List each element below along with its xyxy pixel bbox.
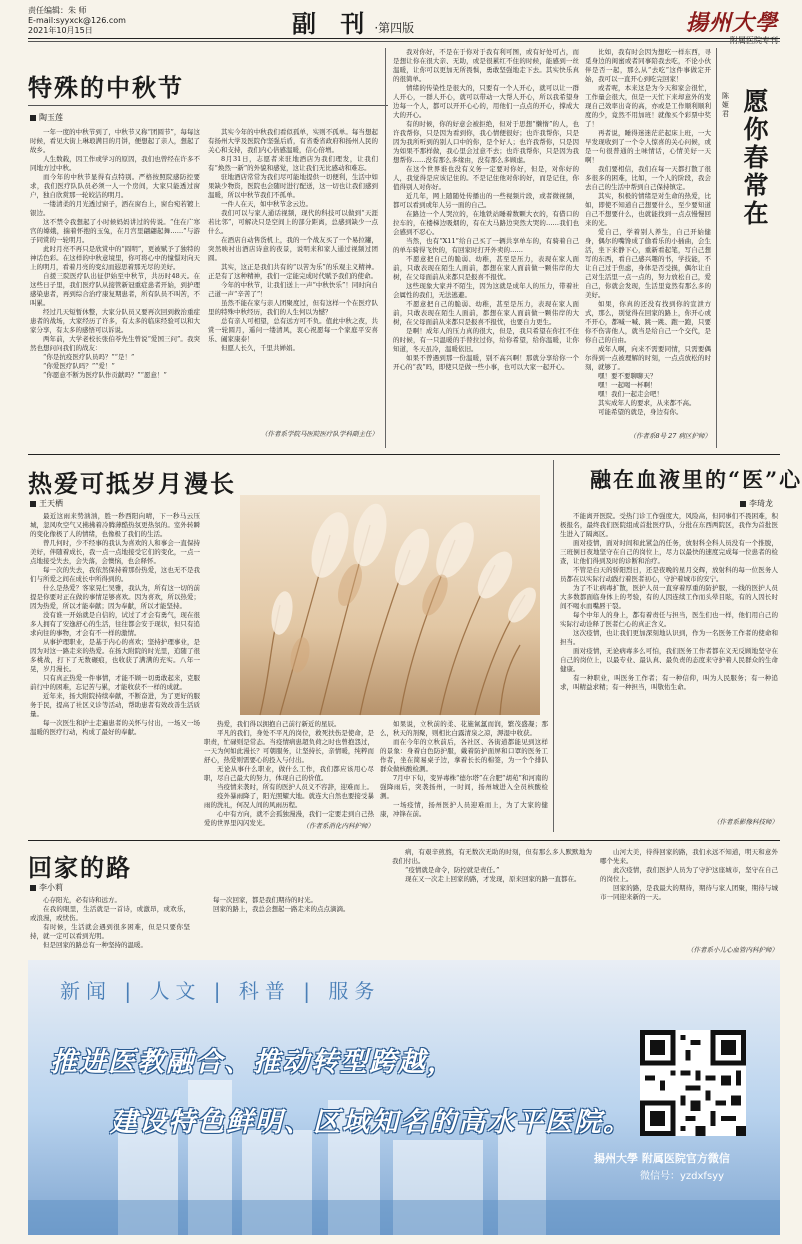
paragraph: 嘿！要不要聊聊天？ bbox=[598, 372, 657, 380]
article-4-column-1 bbox=[30, 512, 200, 830]
paragraph: 没有谁一开始就是自信的，试过了才会有勇气，现在很多人拥有了安逸舒心的生活，往往都会安于现状，但只有追求向往的事物，才会有不一样的激情。 bbox=[30, 611, 200, 637]
paragraph: 我对你好，不是在于你对于我有利可图，或有好处可占，而是想让你在很大亲、无助，或是很累红不住的时候，能感到一丝温暖，让你可以更加无所畏惧，勇敢坚强地走下去。其实快乐真的很简单。 bbox=[393, 48, 579, 83]
paragraph: 从事护理职业，是基于内心的喜欢；坚持护理事业，是因为对这一路走来的热爱。在扬大附院的时光里，追随了很多桃战，打下了无数碾痕，也收获了满满的充实。八年一晃，岁月漫长。 bbox=[30, 638, 200, 673]
paragraph: 无论从事什么职业，做什么工作，我们都应该用心尽职，尽自己最大的努力，体现自己的价值。 bbox=[204, 765, 374, 782]
paragraph: 不愿意把自己的脆弱、幼稚，甚至是压力，表现在家人面前，只敢表现在陌生人面前，都想在家人面前做一颗伟岸的大树，在父母面前从来都只是报喜不报忧，也要自力更生。 bbox=[393, 300, 579, 326]
paragraph: 两年前，大学老校长张伯苓先生曾说“爱国三问”。我突然也想问问我们的战友： bbox=[30, 335, 200, 352]
paragraph: 是啊！成年人的压力真的很大，但是，我只希望在你扛不住的时候，有一只温暖的手替拉过你，给你希望，给你温暖，让你知道，冬天虽冷，温暖依旧。 bbox=[393, 327, 579, 353]
article-4-title: 热爱可抵岁月漫长 bbox=[28, 469, 236, 498]
paragraph: “你爱医疗队吗？”“爱！” bbox=[43, 362, 115, 370]
paragraph: 心存阳光，必有诗和远方。 bbox=[43, 896, 121, 904]
paragraph: 人生数载，因工作或学习的原因，我们也曾经在许多不同地方过中秋。 bbox=[30, 155, 200, 172]
paragraph: 病，有艰辛煎熬，有无数次无助的时刻，但有那么多人默默地为我们付出。 bbox=[392, 848, 592, 865]
section-rule bbox=[28, 840, 780, 841]
editor-line: 责任编辑：朱 师 bbox=[28, 6, 87, 15]
paragraph: 这次疫情，也让我们更加深刻地认识到，作为一名医务工作者的使命和担当。 bbox=[560, 629, 778, 646]
paragraph: 面对疫情，面对时间和此紧急的任务，放射科全科人员没有一个推脱，三班倒日夜地坚守在自己的岗位上，尽力以最快的速度完成每一位患者的检查，让他们得到及时的诊断和治疗。 bbox=[560, 539, 778, 565]
paragraph: 总有亲人可相望，总有远方可不负。值此中秋之夜，共赏一轮圆月，遥问一缕清风，衷心祝愿每一个家庭平安喜乐、阖家康泰！ bbox=[208, 317, 378, 343]
divider bbox=[553, 460, 554, 832]
paragraph: 其实今年的中秋我们看似孤单，实则不孤单。每当想起有扬州大学及医院作坚强后盾，有省委省政府和扬州人民的关心和支持，我们内心倍感温暖，信心倍增。 bbox=[208, 128, 378, 154]
paragraph: 不能离开医院。受热门诊工作强度大，风险高，但同事们不畏困难，积极报名，最终我们医院组成首批医疗队，分批在东西两院区，我作为首批医生进入了隔离区。 bbox=[560, 512, 778, 538]
university-logo: 揚州大學 bbox=[685, 10, 778, 36]
paragraph: “你是抗疫医疗队员吗？”“是！” bbox=[43, 353, 135, 361]
paragraph: 或者呢，本来这是为今天和家会很忙，工作量会很大，但是一天忙下来却意外的发现自己效率出奇的高，亦或是工作顺利顺利度的少，竟然不用加班！就像买个彩票中奖了！ bbox=[585, 84, 711, 128]
paragraph: 有一种职业，叫医务工作者；有一种信仰，叫为人民服务；有一种追求，叫精益求精；有一种担当，叫敬佑生命。 bbox=[560, 674, 778, 691]
article-3-title: 愿你春常在 bbox=[740, 88, 769, 228]
paragraph: 不管是白天的骄阳烈日，还是夜晚的星月交辉，放射科的每一位医务人员都在以实际行动践行着医者初心，守护着城市的安宁。 bbox=[560, 566, 778, 583]
paragraph: 而今年的中秋节显得有点特别。严格按照院感防控要求，我们医疗队队员必须一人一个房间，大家只能透过窗户，独自欣赏那一轮皎洁的明月。 bbox=[30, 173, 200, 199]
paragraph: 一年一度的中秋节到了，中秋节又称“团圆节”，每每这时候，看见大街上琳琅满目的月饼，便想起了亲人，想起了故乡。 bbox=[30, 128, 200, 154]
masthead-logo-block bbox=[668, 6, 778, 46]
paragraph: 爱自己，学着别人养生，自己开始健身，偶尔的嘴馋成了偷看乐的小插曲，会生活，坐下来静下心，重新看起笔，写自己想写的东西，看自己感兴趣的书，学技能，不让自己过于焦虑，身体是否受损，偶尔让自己对生活里一点一点的，努力放松自己，爱自己，你就会发现，生活里竟然有那么多的美好。 bbox=[585, 228, 711, 299]
email-line: E-mail:syyxck@126.com bbox=[28, 16, 126, 25]
paragraph: “疫情就是命令，防控就是责任。” bbox=[405, 866, 500, 874]
paragraph: 回家的路，是我最大的期待，期待与家人团聚，期待与城市一同迎来新的一天。 bbox=[600, 884, 778, 901]
banner-slogan-line-2: 建设特色鲜明、区域知名的高水平医院。 bbox=[110, 1107, 632, 1138]
article-1-signature: （作者系学院马医院医疗队学科副主任） bbox=[261, 430, 378, 438]
pampas-grass-photo bbox=[240, 495, 540, 715]
paragraph: 山河大美，待得回家的路，我们永远不知道，明天和意外哪个先来。 bbox=[600, 848, 778, 865]
article-5-signature: （作者系影像科技师） bbox=[713, 818, 778, 826]
paragraph: 8月31日，志愿者来驻地酒店为我们理发，让我们有“焕然一新”的外貌和感觉，这让我们无比感动和难忘。 bbox=[208, 155, 378, 172]
article-6-column-3 bbox=[392, 848, 592, 956]
paragraph: 在路边一个人哭泣的，在地铁站睡着数颗大衣的，有借口的拉车的，在楼梯边吸烟的，有在大马路边突然大哭的……我们也会感到不忍心。 bbox=[393, 210, 579, 236]
article-2-column-1 bbox=[393, 48, 579, 443]
paragraph: 每一次的失去，我依然保持着那份热爱，这也无不是我们与所爱之间在成长中所得到的。 bbox=[30, 566, 200, 583]
paragraph: 有的时候，你的好意会被拒绝，但对于思想“懒惰”的人，也许我帮你，只是因为看到你，我心情便很好；也许我帮你，只是因为我所听到的别人口中的你，是个好人；也许我帮你，只是因为如果不那样做，我心里会过意不去；也许我帮你，只是因为我想帮你……没有那么多缘由，没有那么多顾虑。 bbox=[393, 120, 579, 164]
masthead-info bbox=[28, 6, 126, 36]
article-1-title-rule bbox=[28, 105, 388, 106]
paragraph: 面对疫情，无论病毒多么可怕，我们医务工作者都在义无反顾地坚守在自己的岗位上，以最专业、最认真、最负责的态度来守护着人民群众的生命健康。 bbox=[560, 647, 778, 673]
paragraph: 此时月亮不再只是欣赏中的“圆明”，更被赋予了独特的神话色彩。在这样的中秋意境里，你可将心中的憧憬对向天上的明月，看着月亮的变幻而遐思着那无尽的美好。 bbox=[30, 245, 200, 271]
paragraph: 嘿！我们一起走会吧！ bbox=[598, 390, 663, 398]
article-4-column-2 bbox=[204, 512, 236, 702]
section-name: 副 刊 bbox=[292, 10, 373, 38]
paragraph: 虽然不能在家与亲人团聚度过，但有这样一个在医疗队里的特殊中秋经历，我们的人生何以为憾？ bbox=[208, 299, 378, 316]
paragraph: 一场疫情，扬州医护人员迎难而上，为了大家的健康，冲锋在前。 bbox=[380, 801, 548, 818]
logo-subtitle: 附属医院专刊 bbox=[730, 36, 778, 45]
paragraph: 其实，积极的情绪是对生命的热爱，比如，即使不知道自己想要什么，至少要知道自己不想要什么，也就能找到一点点慢慢回来的光。 bbox=[585, 192, 711, 227]
paragraph: 但是回家的路总有一种坚持的温暖。 bbox=[43, 941, 147, 949]
paragraph: 每一次回家，都是我们期待的时光。 bbox=[213, 896, 317, 904]
wechat-id: 微信号：yzdxfsyy bbox=[640, 1171, 724, 1182]
section-title bbox=[292, 4, 414, 39]
paragraph: 只有真正热爱一件事情，才能不顾一切勇敢起来，克服前行中的困难，忘记苦与累，才能收获不一样的成就。 bbox=[30, 674, 200, 691]
paragraph: 嘿！一起喝一杯啊！ bbox=[598, 381, 657, 389]
paragraph: 这些现象大家并不陌生，因为这就是成年人的压力，带着社会属性的我们，无法逃避。 bbox=[393, 282, 579, 299]
paragraph: 7月中下旬，变异毒株“德尔塔”在合肥“胡苑”和河南的强降雨后，突袭扬州，一时间，扬州城进入全员核酸检测。 bbox=[380, 774, 548, 800]
wechat-account-name: 揚州大學 附属医院官方微信 bbox=[594, 1152, 730, 1165]
paragraph: 近年来，扬大附院持续奉献，不断奋进，为了更好的服务于民，提高了社区义诊等活动，帮助患者有效改善生活质量。 bbox=[30, 692, 200, 718]
paragraph: 有时候，生活就会遇到很多困难，但是只要你坚持，就一定可以看到光明。 bbox=[30, 923, 190, 940]
section-rule bbox=[28, 454, 780, 455]
page-number: ·第四版 bbox=[374, 21, 415, 35]
paragraph: 此次疫情，我们医护人员为了守护这座城市，坚守在自己的岗位上。 bbox=[600, 866, 778, 883]
paragraph: 回家的路上，我总会想起一路走来的点点滴滴。 bbox=[213, 905, 350, 913]
paragraph: 心中有方向，就不会孤独漫漫，我们一定要走到自己热爱的世界里闪闪发光。 bbox=[204, 810, 374, 827]
paragraph: 驻地酒店常常为我们尽可能地提供一切便利，生活中如果缺少物资，医院也会随时进行配送，这一切也让我们感到温暖，所以中秋节我们不孤单。 bbox=[208, 173, 378, 199]
paragraph: 情绪的传染性是很大的，只要有一个人开心，就可以让一群人开心，一群人开心，就可以带动一大帮人开心，所以我希望身边每一个人，都可以开开心心的，用他们一点点的开心，撑成大大的开心。 bbox=[393, 84, 579, 119]
article-1-column-2 bbox=[208, 128, 378, 428]
date-line: 2021年10月15日 bbox=[28, 26, 93, 35]
masthead-rule-thin bbox=[28, 41, 780, 42]
article-4-signature-1: （作者系消化内科护师） bbox=[302, 822, 374, 830]
paragraph: “你愿意不断为医疗队作贡献吗？”“愿意！” bbox=[43, 371, 167, 379]
paragraph: 最近这雨来势汹汹，胜一秒西阳向晴，下一秒马云压城，忽风吹空气又拂拂着冷腾薄酷热氛更热氛的。室外转瞬的变化像极了人的情绪，也像极了我们的生活。 bbox=[30, 512, 200, 538]
paragraph: 近几年，网上随随处传播出的一些视频片段，或者微视频，都可以看到或年人另一面的自己。 bbox=[393, 192, 579, 209]
paragraph: 再者说，睡得迷迷茫茫起床上班，一大早发现收到了一个令人惊喜的关心问候，或是一句很普通的土味情话，心情美好一天啊！ bbox=[585, 129, 711, 164]
paragraph: 什么是热爱？客家晃仁吴雅，我认为，所有这一切的前提是你要对正在做的事情足够喜欢。因为喜欢，所以热爱；因为热爱，所以才能奉献；因为奉献，所以才能坚持。 bbox=[30, 584, 200, 610]
paragraph: 平凡的我们，身处不平凡的岗位，救死扶伤是使命，是职责，忙碌则是常态。当疫情病患超负荷之时也曾抱怨过，一天为何如此漫长？可朝服务，让坚持长，亲情暖，纯粹而舒心，热爱则需要心的投入与付出。 bbox=[204, 729, 374, 764]
article-5-author: 李琦龙 bbox=[740, 498, 773, 509]
paragraph: 今年的中秋节，让我们送上一声“中秋快乐”！同时向自己道一声“辛苦了”！ bbox=[208, 281, 378, 298]
article-6-title: 回家的路 bbox=[28, 853, 132, 882]
paragraph: 这不禁令我想起了小时候妈妈讲过的传说。“住在广寒宫的嫦娥，揣着怀抱的玉兔，在月宫里翩翩起舞……”与游子同赏的一轮明月。 bbox=[30, 218, 200, 244]
wechat-qr-code[interactable] bbox=[640, 1030, 746, 1136]
banner-slogan-line-1: 推进医教融合、推动转型跨越， bbox=[50, 1047, 456, 1078]
article-5-column-1 bbox=[560, 512, 778, 814]
paragraph: 在我的眼里，生活就是一首诗，或激昂，或欢乐，或浪漫，或忧伤。 bbox=[30, 905, 190, 922]
divider bbox=[385, 48, 386, 448]
paragraph: 其实，这正是我们共有的“以苦为乐”的乐观主义精神。正是有了这种精神，我们一定能完成时代赋予我们的使命。 bbox=[208, 263, 378, 280]
paragraph: 在酒店自动售货机上，我的一个战友买了一个易拉罐，突然映衬出酒店诗意的夜景，说明来和家人通过视频过团圆。 bbox=[208, 236, 378, 262]
article-4-author: 王天栖 bbox=[30, 498, 63, 509]
article-2-signature: （作者系8号 27 病区护师） bbox=[629, 432, 711, 440]
article-1-column-1 bbox=[30, 128, 200, 444]
paragraph: 每个中年人的身上，都有着责任与担当，医生们也一样，他们用自己的实际行动诠释了医者仁心的真正含义。 bbox=[560, 611, 778, 628]
article-6-signature: （作者系小儿心血管内科护师） bbox=[687, 946, 778, 954]
paragraph: 自援三院医疗队出征伊始至中秋节，共历时48天。在这些日子里，我们医疗队从接管新冠重症患者开始，到护理感染患者，再到综合治疗康复期患者，所有队员不叫苦，不叫累。 bbox=[30, 272, 200, 307]
paragraph: 经过几天短暂休整，大家分队员又要再次回到救治重症患者的战场，大家经历了许多，有太多的临床经验可以和大家分享，有太多的感悟可以诉说。 bbox=[30, 308, 200, 334]
article-4-column-3 bbox=[380, 720, 548, 832]
article-6-column-4 bbox=[600, 848, 778, 944]
paragraph: 当然，也有“X11”给自己买了一辆共享单车的，有骑着自己的单车骑得飞快的，有回家时打开外卖的…… bbox=[393, 237, 579, 254]
paragraph: 但愿人长久，千里共婵娟。 bbox=[221, 344, 299, 352]
masthead-rule bbox=[28, 38, 780, 39]
paragraph: 疫外暴雨降了，阳光照耀大地。就连大自然也要接受暴雨的洗礼，何况人间的风雨历程。 bbox=[204, 792, 374, 809]
paragraph: 一缕清柔的月光透过窗子，洒在窗台上，窗台宛若镀上银边。 bbox=[30, 200, 200, 217]
paragraph: 我们要相信，我们在每一天都打散了很多很多的困难，比如，一个人的阶段，我会去自己的生活中帮到自己保持镇定。 bbox=[585, 165, 711, 191]
article-3-author: 陈姬君 bbox=[722, 92, 729, 118]
paragraph: 可能希望的就是，身边有你。 bbox=[598, 408, 683, 416]
article-6-column-2 bbox=[200, 896, 380, 956]
paragraph: 比如，我有时会因为想吃一样东西，寻觅身边的闺蜜或者同事陪我去吃，不论小伙伴是否一起，那么从“去吃”这件事做定开始，我可以一直开心到吃完回家！ bbox=[585, 48, 711, 83]
paragraph: 我们可以与家人通话视频，现代的科技可以做到“天涯若比邻”，可解决只是空间上的部分距离，总感到缺少一点什么。 bbox=[208, 209, 378, 235]
paragraph: 在这个世界谁也没有义务一定要对你好，但是，对你好的人，我觉得是应该记住的。不是记住他对你的好，而是记住，你值得别人对你好。 bbox=[393, 165, 579, 191]
paragraph: 一件人在天，如中秋节念云边。 bbox=[221, 200, 312, 208]
divider bbox=[716, 48, 717, 448]
paragraph: 如果，你真的还没有找到你的宣泄方式，那么，别觉得在回家的路上，你开心或不开心，都喊一喊、跳一跳、跑一跑，只要你不伤害他人，就当是给自己一个交代，是你自己的自由。 bbox=[585, 300, 711, 344]
article-5-title: 融在血液里的“医”心 bbox=[590, 467, 802, 492]
paragraph: 现在又一次走上回家的路，才发现，原来回家的路一直都在。 bbox=[405, 875, 581, 883]
paragraph: 其实成年人的要求，从来都不高。 bbox=[598, 399, 696, 407]
paragraph: 不愿意把自己的脆弱、幼稚，甚至是压力，表现在家人面前，只敢表现在陌生人面前，都想在家人面前做一颗伟岸的大树，在父母面前从来都只是报喜不报忧。 bbox=[393, 255, 579, 281]
paragraph: 如果说，立秋前的柔、花施氤氲而润，繁茂盛凝；那么，秋天的剂聚，则相比白露清泉之凉，溽湿中收获。 bbox=[380, 720, 548, 737]
paragraph: 曾几何时，少不经事的我认为喜欢的人和事会一直保持美好，伴随着成长，我一点一点地接受它们的变化，一点一点地接受失去，会失落，会懊恼，也会释怀。 bbox=[30, 539, 200, 565]
article-2-column-2 bbox=[585, 48, 711, 430]
article-6-column-1 bbox=[30, 896, 190, 956]
paragraph: 如果不曾遇到那一份温暖，别不高兴啊！那就分享给你一个开心的“我”吗，即使只是做一些小事，也可以大家一起开心。 bbox=[393, 354, 579, 371]
paragraph: 每一次医生和护士走遍患者的关怀与付出，一场又一场温暖的医疗行动，构成了最好的奉献。 bbox=[30, 719, 200, 736]
paragraph: 当疫情来袭时，所有的医护人员义不容辞，迎难而上。 bbox=[217, 783, 373, 791]
article-6-author: 李小莉 bbox=[30, 882, 63, 893]
paragraph: 热爱，我们得以拥抱自己前行新近的星辰。 bbox=[217, 720, 341, 728]
paragraph: 成年人啊，向来不需要同情，只需要偶尔得到一点被理解的时刻，一点点放松的时刻，就够了。 bbox=[585, 345, 711, 371]
article-1-author: 陶玉莲 bbox=[30, 112, 63, 123]
banner-tagbar: 新闻 | 人文 | 科普 | 服务 bbox=[60, 979, 381, 1003]
paragraph: 为了不让病毒扩散，医护人员一直穿着厚重的防护服，一线的医护人员大多数都面临身体上的考验，有的人因连续工作而头晕目眩，有的人因长时间不喝水而嘴唇干裂。 bbox=[560, 584, 778, 610]
paragraph: 而在今年的立秋前后，各社区、各街道都能见到这样的景象：身着白色防护服，戴着防护面屏和口罩的医务工作者，坐在简易桌子边，拿着长长的棉签，为一个个排队群众做核酸检测。 bbox=[380, 738, 548, 773]
article-1-title: 特殊的中秋节 bbox=[28, 73, 184, 102]
